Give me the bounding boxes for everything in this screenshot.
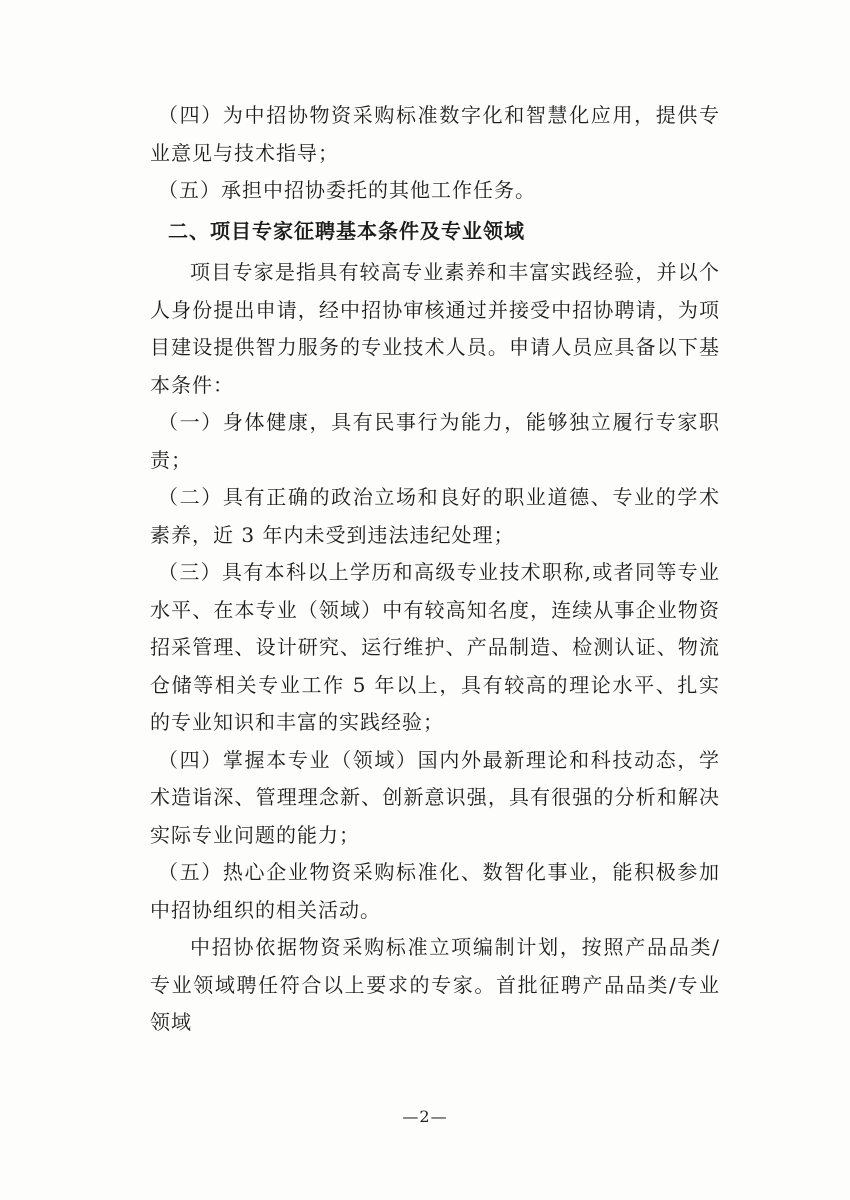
paragraph-condition-4: （四）掌握本专业（领域）国内外最新理论和科技动态，学术造诣深、管理理念新、创新意识强，具有很强的分析和解决实际专业问题的能力； <box>150 747 720 847</box>
paragraph-duty-4: （四）为中招协物资采购标准数字化和智慧化应用，提供专业意见与技术指导； <box>150 103 720 165</box>
paragraph-condition-5: （五）热心企业物资采购标准化、数智化事业，能积极参加中招协组织的相关活动。 <box>150 860 720 922</box>
paragraph-condition-3: （三）具有本科以上学历和高级专业技术职称,或者同等专业水平、在本专业（领域）中有较高知名度，连续从事企业物资招采管理、设计研究、运行维护、产品制造、检测认证、物流仓储等相关专业工作 5 年以上，具有较高的理论水平、扎实的专业知识和丰富的实践经验； <box>150 560 720 734</box>
paragraph-condition-2: （二）具有正确的政治立场和良好的职业道德、专业的学术素养，近 3 年内未受到违法违纪处理； <box>150 485 720 547</box>
paragraph-expert-definition: 项目专家是指具有较高专业素养和丰富实践经验，并以个人身份提出申请，经中招协审核通过并接受中招协聘请，为项目建设提供智力服务的专业技术人员。申请人员应具备以下基本条件： <box>150 260 720 397</box>
paragraph-condition-1: （一）身体健康，具有民事行为能力，能够独立履行专家职责； <box>150 410 720 472</box>
section-heading: 二、项目专家征聘基本条件及专业领域 <box>168 218 525 243</box>
paragraph-recruitment-plan: 中招协依据物资采购标准立项编制计划，按照产品品类/专业领域聘任符合以上要求的专家。首批征聘产品品类/专业领域 <box>150 935 720 1034</box>
paragraph-duty-5: （五）承担中招协委托的其他工作任务。 <box>158 178 536 202</box>
document-body <box>150 97 720 1042</box>
page-number: —2— <box>402 1107 448 1126</box>
